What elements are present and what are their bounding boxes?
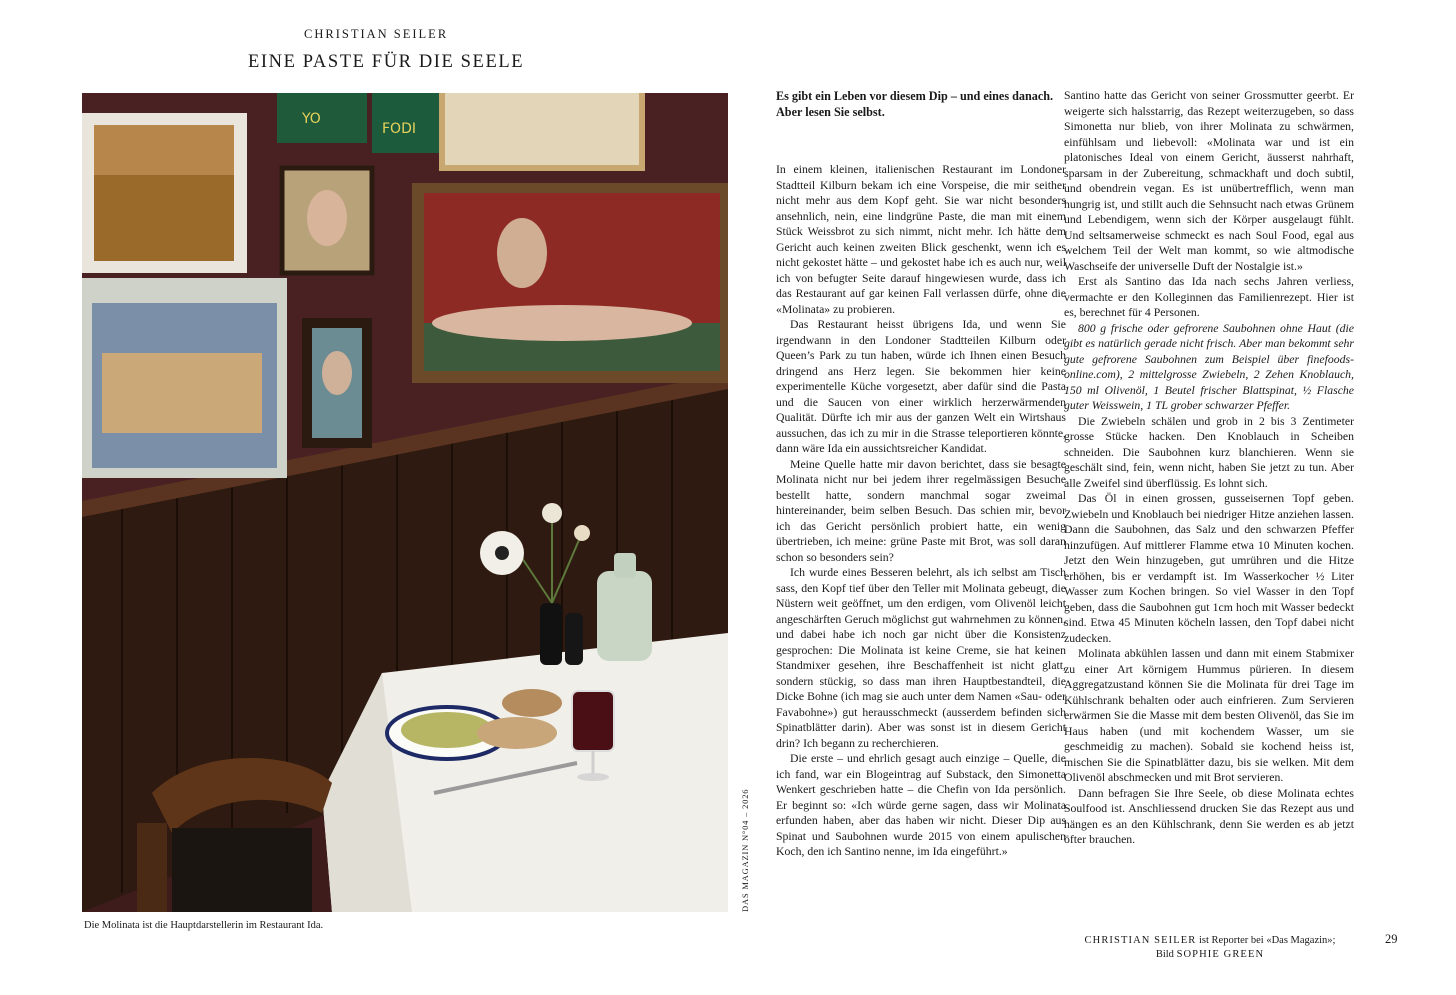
- credit-photographer: SOPHIE GREEN: [1176, 949, 1265, 960]
- painting-text-partial: YO: [302, 111, 321, 127]
- paragraph: Meine Quelle hatte mir davon berichtet, dass sie besagte Molinata nicht nur bei jedem ihrer regelmässigen Besuche bestellt hatte, sondern manchmal sogar zweimal hintereinander, beim selben Besuch. Das schien mir, bevor ich das Gericht persönlich probiert hatte, ein wenig übertrieben, ich meine: grüne Paste mit Brot, was soll daran schon so besonders sein?: [776, 457, 1066, 564]
- article-column-2: [1064, 88, 1354, 848]
- paragraph: Das Restaurant heisst übrigens Ida, und wenn Sie irgendwann in den Londoner Stadtteilen Kilburn oder Queen’s Park zu tun haben, würde ich Ihnen einen Besuch dringend ans Herz legen. Sie bekommen hier keine experimentelle Küche vorgesetzt, aber dafür sind die Pasta und die Saucen von einer wirklich herzerwärmenden Qualität. Dürfte ich mir aus der ganzen Welt ein Wirtshaus aussuchen, das ich zu mir in die Strasse teleportieren könnte, dann wäre Ida ein aussichtsreicher Kandidat.: [776, 318, 1066, 455]
- photo-caption: Die Molinata ist die Hauptdarstellerin im Restaurant Ida.: [84, 920, 324, 931]
- magazine-issue-vertical: DAS MAGAZIN N°04 – 2026: [740, 788, 750, 912]
- article-column-1: [776, 88, 1066, 860]
- page-number: 29: [1385, 932, 1398, 946]
- paragraph: Molinata abkühlen lassen und dann mit einem Stabmixer zu einer Art körnigem Hummus pürieren. In diesem Aggregatzustand können Sie die Molinata für drei Tage im Kühlschrank behalten oder auch einfrieren. Zum Servieren erwärmen Sie die Masse mit dem besten Olivenöl, das Sie im Haus haben (und mit kochendem Wasser, um sie geschmeidig zu machen). Sobald sie kochend heiss ist, mischen Sie die Spinatblätter dazu, bis sie welken. Mit dem Olivenöl abschmecken und mit Brot servieren.: [1064, 647, 1354, 784]
- credit-bild-label: Bild: [1155, 949, 1174, 960]
- credit-author-name: CHRISTIAN SEILER: [1084, 935, 1197, 946]
- paragraph: Die erste – und ehrlich gesagt auch einzige – Quelle, die ich fand, war ein Blogeintrag auf Substack, den Simonetta Wenkert geschrieben hatte – die Chefin von Ida persönlich. Er beginnt so: «Ich würde gerne sagen, dass wir Molinata erfunden haben, aber das haben wir nicht. Dieser Dip aus Spinat und Saubohnen wurde 2015 von einem apulischen Koch, den ich Santino nenne, im Ida eingeführt.»: [776, 752, 1066, 858]
- paragraph: Erst als Santino das Ida nach sechs Jahren verliess, vermachte er den Kolleginnen das Familienrezept. Hier ist es, berechnet für 4 Personen.: [1064, 275, 1354, 319]
- paragraph: Santino hatte das Gericht von seiner Grossmutter geerbt. Er weigerte sich halsstarrig, das Rezept weiterzugeben, so dass Simonetta nur blieb, von ihrer Molinata zu schwärmen, einfühlsam und liebevoll: «Molinata war und ist ein platonisches Ideal von einem Gericht, äusserst nahrhaft, sparsam in der Zubereitung, schmackhaft und doch subtil, und obendrein vegan. Es ist unübertrefflich, wenn man hungrig ist, und stillt auch die Sehnsucht nach etwas Grünem und Lebendigem, wenn sich der Körper ausgelaugt fühlt. Und seltsamerweise schmeckt es nach Soul Food, egal aus welchem Teil der Welt man kommt, so wie altmodische Waschseife der universelle Duft der Nostalgie ist.»: [1064, 89, 1354, 273]
- paragraph: Die Zwiebeln schälen und grob in 2 bis 3 Zentimeter grosse Stücke hacken. Den Knoblauch in Scheiben schneiden. Die Saubohnen kurz blanchieren. Wenn sie geschält sind, fein, wenn nicht, haben Sie jetzt zu tun. Aber alle Zweifel sind überflüssig. Es lohnt sich.: [1064, 414, 1354, 490]
- credit-text: ist Reporter bei «Das Magazin»;: [1198, 935, 1336, 946]
- article-title: EINE PASTE FÜR DIE SEELE: [248, 52, 525, 72]
- article-lede: Es gibt ein Leben vor diesem Dip – und eines danach. Aber lesen Sie selbst.: [776, 89, 1054, 119]
- paragraph: Dann befragen Sie Ihre Seele, ob diese Molinata echtes Soulfood ist. Anschliessend drucken Sie das Rezept aus und hängen es an den Kühlschrank, denn Sie werden es ab jetzt öfter brauchen.: [1064, 786, 1354, 846]
- paragraph: Das Öl in einen grossen, gusseisernen Topf geben. Zwiebeln und Knoblauch bei niedriger Hitze anziehen lassen. Dann die Saubohnen, das Salz und den schwarzen Pfeffer hinzufügen. Auf mittlerer Flamme etwa 10 Minuten kochen. Jetzt den Wein hinzugeben, gut umrühren und die Hitze erhöhen, bis er verdampft ist. Im Wasserkocher ½ Liter Wasser zum Kochen bringen. So viel Wasser in den Topf geben, dass die Saubohnen gut 1cm hoch mit Wasser bedeckt sind. Etwa 45 Minuten köcheln lassen, den Topf dabei nicht zudecken.: [1064, 492, 1354, 645]
- author-kicker: CHRISTIAN SEILER: [304, 27, 449, 41]
- paragraph: In einem kleinen, italienischen Restaurant im Londoner Stadtteil Kilburn bekam ich eine Vorspeise, die mir seither nicht mehr aus dem Kopf geht. Sie war nicht besonders ansehnlich, nein, eine lindgrüne Paste, die man mit einem Stück Weissbrot zu sich nimmt, nicht mehr. Ich hätte dem Gericht auch keinen zweiten Blick geschenkt, wenn ich es nicht gekostet hätte – und gekostet habe ich es auch nur, weil ich von befugter Seite darauf hingewiesen wurde, dass ich das Restaurant auf gar keinen Fall verlassen dürfe, ohne die «Molinata» zu probieren.: [776, 163, 1066, 316]
- paragraph: Ich wurde eines Besseren belehrt, als ich selbst am Tisch sass, den Kopf tief über den Teller mit Molinata gebeugt, die Nüstern weit geöffnet, um den erdigen, vom Olivenöl leicht angeschärften Geruch möglichst gut wahrnehmen zu können, und dabei habe ich noch gar nicht über die Konsistenz gesprochen: Die Molinata ist keine Creme, sie hat keinen Standmixer gesehen, ihre Beschaffenheit ist nicht glatt, sondern stückig, so dass man ihren Hauptbestandteil, die Dicke Bohne (ich mag sie auch unter dem Namen «Sau- oder Favabohne») gut herausschmeckt (ausserdem befinden sich Spinatblätter darin). Aber was sonst ist in diesem Gericht drin? Ich begann zu recherchieren.: [776, 566, 1066, 750]
- ingredients-paragraph: 800 g frische oder gefrorene Saubohnen ohne Haut (die gibt es natürlich gerade nicht frisch. Aber man bekommt sehr gute gefrorene Saubohnen zum Beispiel über finefoods-online.com), 2 mittelgrosse Zwiebeln, 2 Zehen Knoblauch, 150 ml Olivenöl, 1 Beutel frischer Blattspinat, ½ Flasche guter Weisswein, 1 TL grober schwarzer Pfeffer.: [1064, 321, 1354, 412]
- painting-text: FODI: [382, 121, 416, 137]
- restaurant-photo: [82, 93, 728, 912]
- author-credit: [1062, 934, 1358, 962]
